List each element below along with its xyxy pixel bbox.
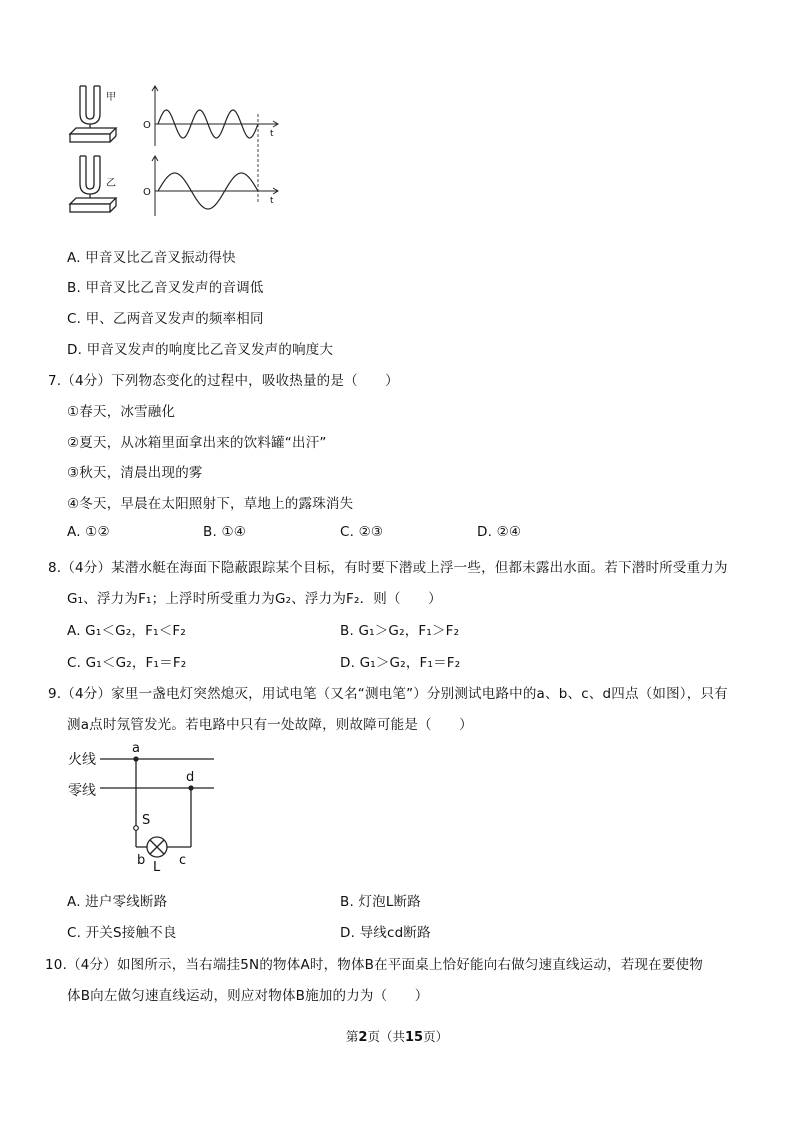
- q6-figure: [60, 78, 290, 228]
- q8-stem-line1: 8.（4分）某潜水艇在海面下隐蔽跟踪某个目标，有时要下潜或上浮一些，但都未露出水面。若下潜时所受重力为: [48, 560, 728, 576]
- q6-option-a: A. 甲音叉比乙音叉振动得快: [67, 250, 236, 266]
- q7-item-1: ①春天，冰雪融化: [67, 404, 176, 420]
- q8-option-a: A. G₁＜G₂，F₁＜F₂: [67, 623, 186, 639]
- q7-option-a: A. ①②: [67, 524, 110, 540]
- footer-suffix: 页）: [423, 1029, 449, 1044]
- waveform-b-axes: [152, 156, 278, 216]
- point-a-label: a: [132, 741, 140, 756]
- switch-s-label: S: [142, 813, 151, 828]
- footer-prefix: 第: [345, 1029, 359, 1044]
- q9-option-d: D. 导线cd断路: [340, 925, 431, 941]
- junction-a: [133, 756, 138, 761]
- switch-contact: [134, 826, 139, 831]
- fork-a-label: 甲: [106, 92, 116, 103]
- q9-stem-line1: 9.（4分）家里一盏电灯突然熄灭，用试电笔（又名“测电笔”）分别测试电路中的a、b、c、d四点（如图），只有: [48, 686, 728, 702]
- page-footer: [0, 1027, 794, 1045]
- neutral-wire-label: 零线: [68, 783, 96, 799]
- waveform-b-origin: O: [143, 187, 151, 198]
- q10-stem-line1: 10.（4分）如图所示，当右端挂5N的物体A时，物体B在平面桌上恰好能向右做匀速直线运动，若现在要使物: [45, 957, 703, 973]
- q9-option-b: B. 灯泡L断路: [340, 894, 421, 910]
- q8-option-b: B. G₁＞G₂，F₁＞F₂: [340, 623, 460, 639]
- point-b-label: b: [137, 853, 146, 868]
- waveform-a-origin: O: [143, 120, 151, 131]
- q7-stem: 7.（4分）下列物态变化的过程中，吸收热量的是（ ）: [48, 373, 399, 389]
- fork-b-label: 乙: [106, 178, 116, 189]
- waveform-b-t-label: t: [270, 196, 274, 206]
- junction-d: [188, 785, 193, 790]
- q9-stem-line2: 测a点时氖管发光。若电路中只有一处故障，则故障可能是（ ）: [67, 717, 473, 733]
- q9-option-c: C. 开关S接触不良: [67, 925, 177, 941]
- waveform-a-t-label: t: [270, 129, 274, 139]
- q8-option-c: C. G₁＜G₂，F₁＝F₂: [67, 655, 187, 671]
- live-wire-label: 火线: [68, 752, 96, 768]
- footer-total-pages: 15: [404, 1030, 424, 1045]
- q7-item-3: ③秋天，清晨出现的雾: [67, 465, 203, 481]
- q9-circuit-diagram: [64, 740, 224, 872]
- q6-option-b: B. 甲音叉比乙音叉发声的音调低: [67, 280, 264, 296]
- q10-stem-line2: 体B向左做匀速直线运动，则应对物体B施加的力为（ ）: [67, 988, 429, 1004]
- q7-option-b: B. ①④: [203, 524, 247, 540]
- point-d-label: d: [186, 770, 195, 785]
- point-c-label: c: [179, 853, 187, 868]
- q7-item-4: ④冬天，早晨在太阳照射下，草地上的露珠消失: [67, 496, 354, 512]
- q6-option-c: C. 甲、乙两音叉发声的频率相同: [67, 311, 264, 327]
- lamp-l-label: L: [153, 860, 161, 872]
- footer-page-number: 2: [358, 1030, 368, 1045]
- q7-option-d: D. ②④: [477, 524, 522, 540]
- q9-option-a: A. 进户零线断路: [67, 894, 168, 910]
- q6-option-d: D. 甲音叉发声的响度比乙音叉发声的响度大: [67, 342, 334, 358]
- q7-option-c: C. ②③: [340, 524, 384, 540]
- q7-item-2: ②夏天，从冰箱里面拿出来的饮料罐“出汗”: [67, 435, 327, 451]
- q8-stem-line2: G₁、浮力为F₁；上浮时所受重力为G₂、浮力为F₂．则（ ）: [67, 591, 442, 607]
- q8-option-d: D. G₁＞G₂，F₁＝F₂: [340, 655, 461, 671]
- footer-middle: 页（共: [367, 1029, 405, 1044]
